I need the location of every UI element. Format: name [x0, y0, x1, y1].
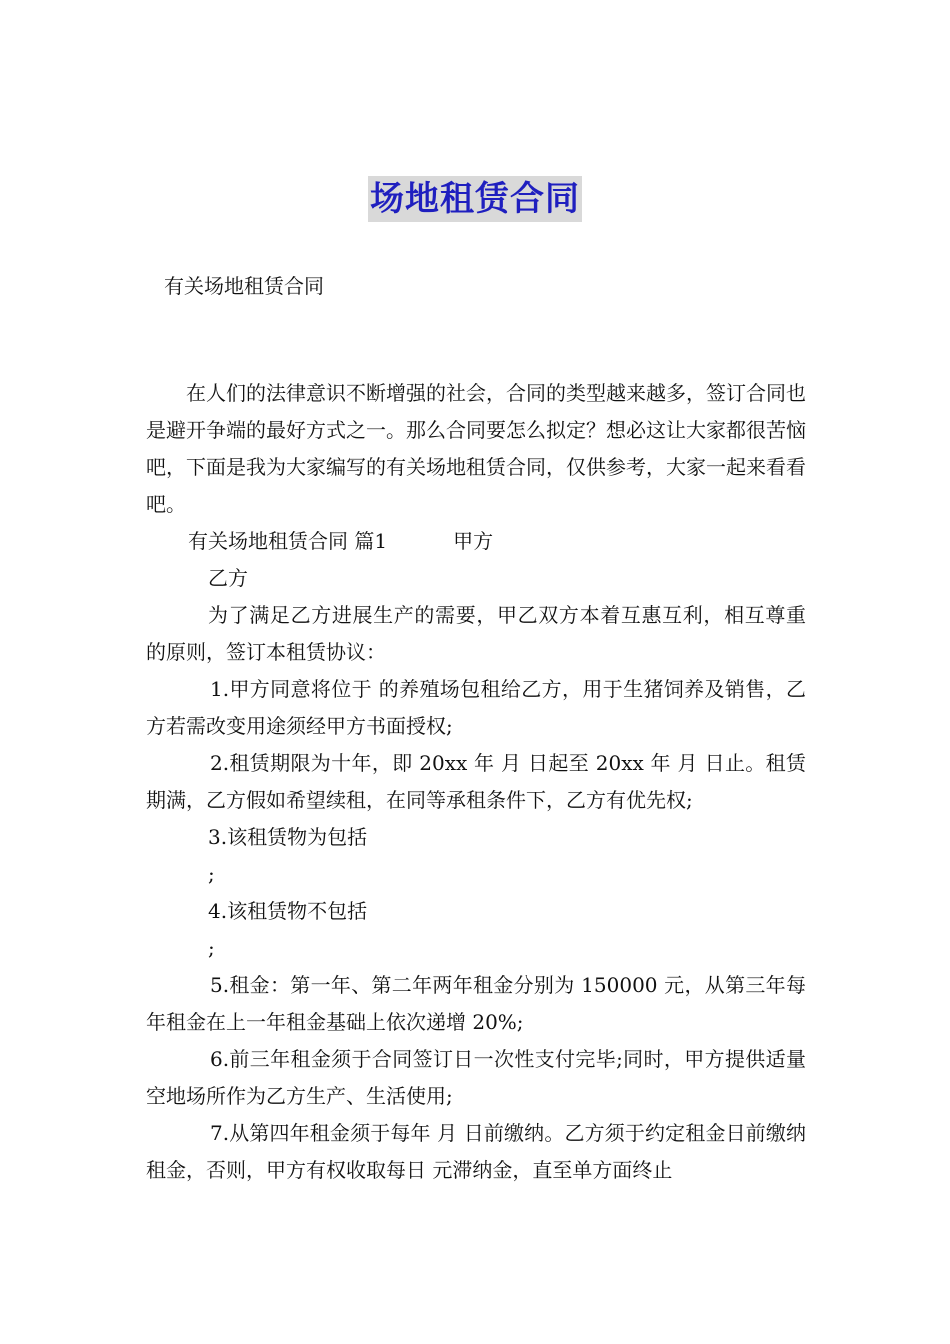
- document-title: 场地租赁合同: [368, 176, 582, 222]
- party-a-label: 甲方: [453, 529, 494, 553]
- clause-7: 7.从第四年租金须于每年 月 日前缴纳。乙方须于约定租金日前缴纳租金，否则，甲方有权收取每日 元滞纳金，直至单方面终止: [146, 1121, 806, 1182]
- clause-4-continuation: ;: [208, 936, 215, 960]
- clause-6: 6.前三年租金须于合同签订日一次性支付完毕;同时，甲方提供适量空地场所作为乙方生产、生活使用;: [146, 1047, 806, 1108]
- section-heading-line: [146, 523, 806, 560]
- clause-1: 1.甲方同意将位于 的养殖场包租给乙方，用于生猪饲养及销售，乙方若需改变用途须经甲方书面授权;: [146, 677, 806, 738]
- document-body: [146, 375, 806, 1189]
- section-heading: 有关场地租赁合同 篇1: [188, 529, 388, 553]
- intro-paragraph: 在人们的法律意识不断增强的社会，合同的类型越来越多，签订合同也是避开争端的最好方式之一。那么合同要怎么拟定？想必这让大家都很苦恼吧，下面是我为大家编写的有关场地租赁合同，仅供参考，大家一起来看看吧。: [146, 381, 806, 516]
- title-container: [0, 176, 950, 222]
- preamble-paragraph: 为了满足乙方进展生产的需要，甲乙双方本着互惠互利，相互尊重的原则，签订本租赁协议：: [146, 603, 806, 664]
- clause-5: 5.租金：第一年、第二年两年租金分别为 150000 元，从第三年每年租金在上一年租金基础上依次递增 20%;: [146, 973, 806, 1034]
- document-subtitle: 有关场地租赁合同: [164, 274, 324, 298]
- clause-4: 4.该租赁物不包括: [208, 899, 368, 923]
- clause-3-continuation: ;: [208, 862, 215, 886]
- party-b-label: 乙方: [208, 566, 248, 590]
- clause-3: 3.该租赁物为包括: [208, 825, 368, 849]
- clause-2: 2.租赁期限为十年，即 20xx 年 月 日起至 20xx 年 月 日止。租赁期满，乙方假如希望续租，在同等承租条件下，乙方有优先权;: [146, 751, 806, 812]
